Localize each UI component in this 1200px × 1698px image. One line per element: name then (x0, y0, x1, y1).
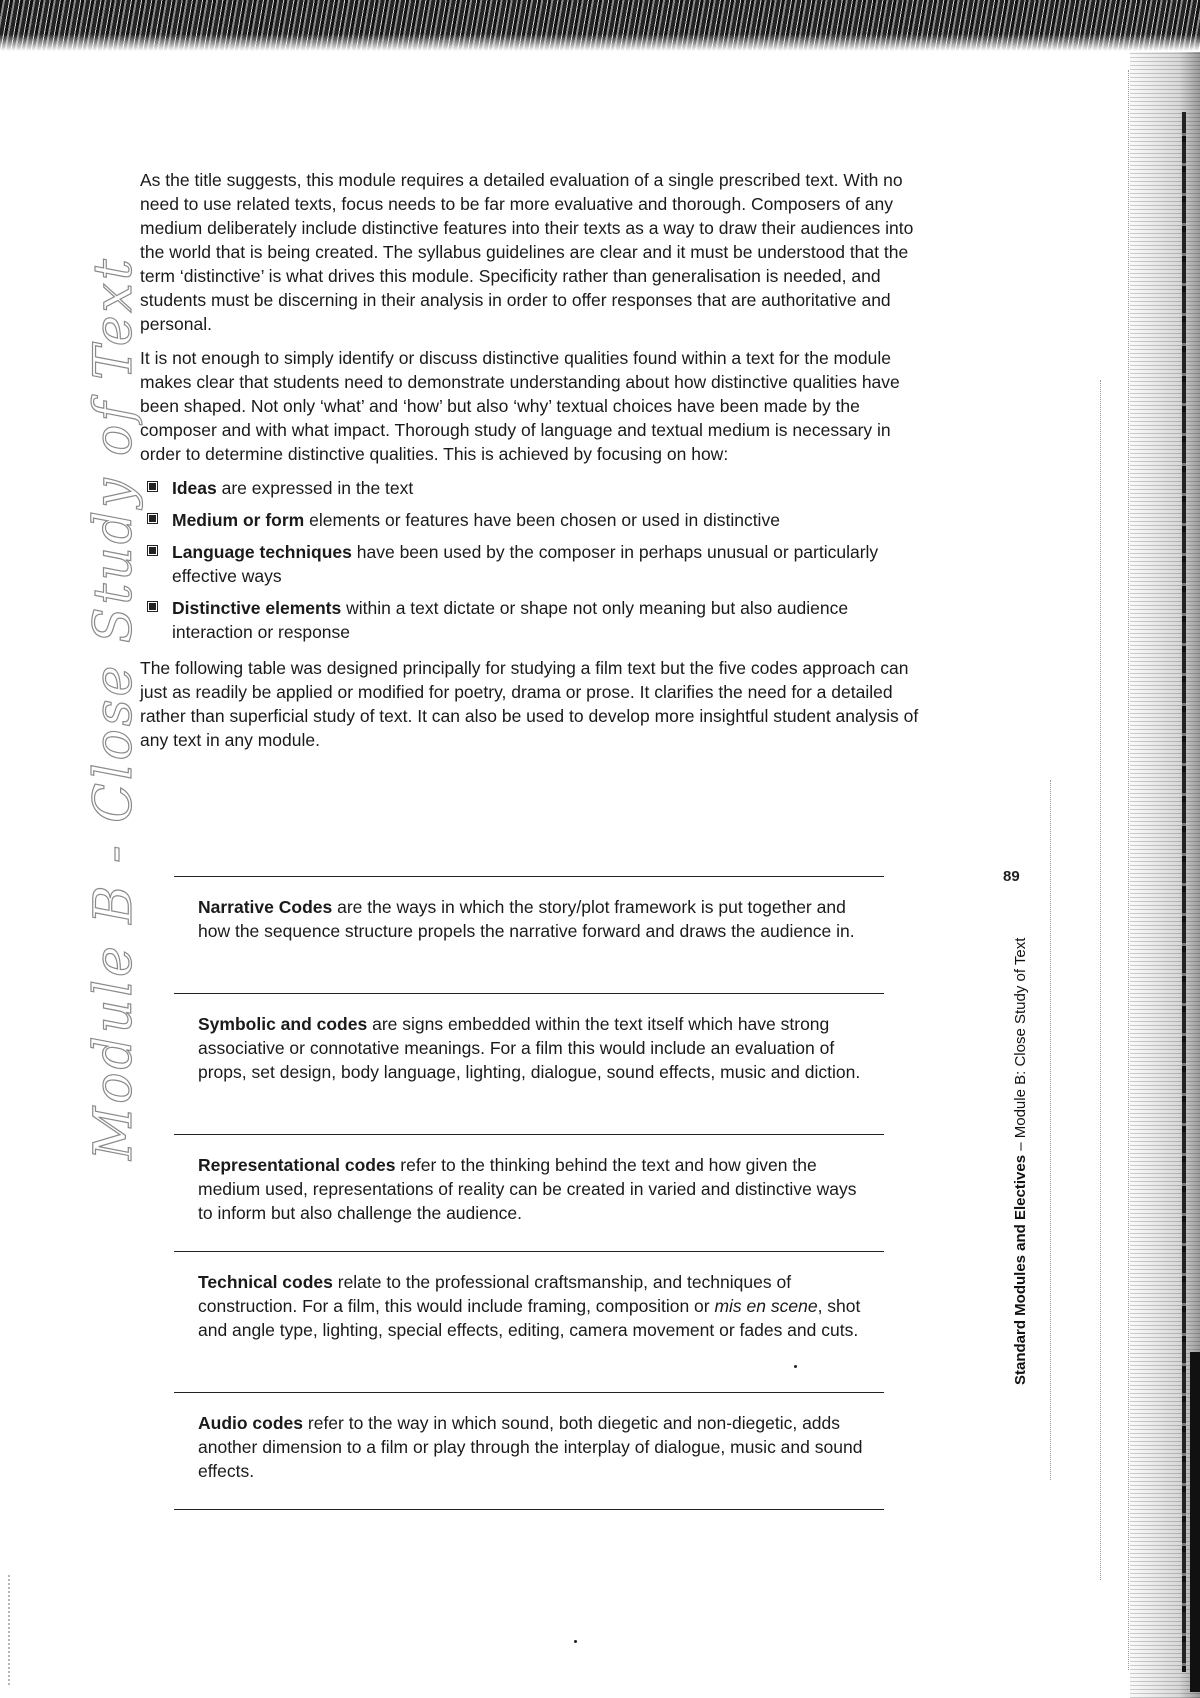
code-audio: Audio codes refer to the way in which sound, both diegetic and non-diegetic, adds another dimension to a film or play through the interplay of dialogue, music and sound effects. (174, 1392, 884, 1510)
code-narrative: Narrative Codes are the ways in which the story/plot framework is put together and how the sequence structure propels the narrative forward and draws the audience in. (174, 876, 884, 993)
scan-noise-line (1050, 780, 1053, 1480)
scan-noise-line (1128, 70, 1131, 1670)
bullet-icon (149, 547, 156, 554)
scan-noise-left (8, 1575, 24, 1685)
bullet-icon (149, 515, 156, 522)
list-item: Ideas are expressed in the text (140, 476, 920, 500)
scan-border-right (1130, 52, 1200, 1698)
list-item: Language techniques have been used by the composer in perhaps unusual or particularly effective ways (140, 540, 920, 588)
bullet-icon (149, 603, 156, 610)
binding-shadow-dark (1190, 1352, 1200, 1692)
page-number: 89 (1003, 868, 1020, 885)
scan-border-top (0, 0, 1200, 52)
scan-noise-line (1100, 380, 1103, 1580)
code-symbolic: Symbolic and codes are signs embedded within the text itself which have strong associative or connotative meanings. For a film this would include an evaluation of props, set design, body language, lighting, dialogue, sound effects, music and diction. (174, 993, 884, 1134)
running-footer-rest: – Module B: Close Study of Text (1012, 937, 1029, 1155)
bullet-icon (149, 483, 156, 490)
paragraph-distinctive: It is not enough to simply identify or discuss distinctive qualities found within a text for the module makes clear that students need to demonstrate understanding about how distinctive qualities have been shaped. Not only ‘what’ and ‘how’ but also ‘why’ textual choices have been made by the composer and with what impact. Thorough study of language and textual medium is necessary in order to determine distinctive qualities. This is achieved by focusing on how: (140, 348, 900, 464)
running-footer (1012, 938, 1029, 1385)
five-codes-table (174, 876, 884, 1510)
code-technical: Technical codes relate to the professional craftsmanship, and techniques of construction. For a film, this would include framing, composition or mis en scene, shot and angle type, lighting, special effects, editing, camera movement or fades and cuts. (174, 1251, 884, 1392)
paragraph-intro: As the title suggests, this module requires a detailed evaluation of a single prescribed text. With no need to use related texts, focus needs to be far more evaluative and thorough. Composers of any medium deliberately include distinctive features into their texts as a way to draw their audiences into the world that is being created. The syllabus guidelines are clear and it must be understood that the term ‘distinctive’ is what drives this module. Specificity rather than generalisation is needed, and students must be discerning in their analysis in order to offer responses that are authoritative and personal. (140, 170, 914, 334)
list-item: Medium or form elements or features have been chosen or used in distinctive (140, 508, 920, 532)
scan-speck (794, 1365, 797, 1368)
running-footer-bold: Standard Modules and Electives (1012, 1154, 1029, 1385)
focus-list (140, 476, 920, 644)
side-title-watermark: Module B - Close Study of Text (84, 256, 144, 1160)
main-text (140, 168, 920, 762)
scan-speck (574, 1640, 577, 1643)
code-representational: Representational codes refer to the thinking behind the text and how given the medium used, representations of reality can be created in varied and distinctive ways to inform but also challenge the audience. (174, 1134, 884, 1251)
binding-shadow (1182, 112, 1186, 1672)
list-item: Distinctive elements within a text dictate or shape not only meaning but also audience interaction or response (140, 596, 920, 644)
paragraph-table-intro: The following table was designed principally for studying a film text but the five codes approach can just as readily be applied or modified for poetry, drama or prose. It clarifies the need for a detailed rather than superficial study of text. It can also be used to develop more insightful student analysis of any text in any module. (140, 658, 919, 750)
